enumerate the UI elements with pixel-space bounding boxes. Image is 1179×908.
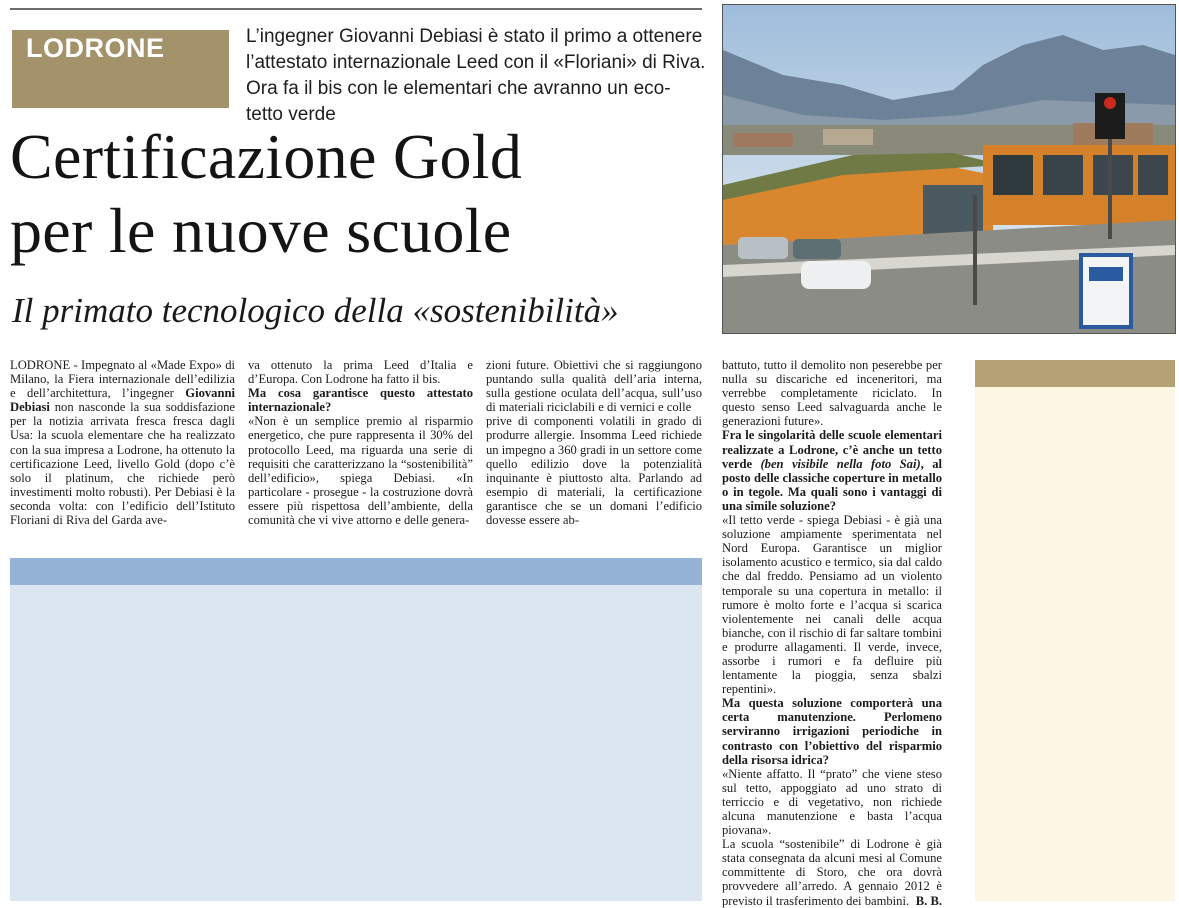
text-run: LODRONE - Impegnato al «Made Expo» di Milano, la Fiera internazionale dell’edilizia e dell’architettura, l’ingegner — [10, 358, 235, 401]
top-rule — [10, 8, 702, 10]
sidebar-box — [975, 360, 1175, 901]
sidebar-box-header-bar — [975, 360, 1175, 387]
paragraph: «Niente affatto. Il “prato” che viene steso sul tetto, appoggiato ad uno strato di terriccio e di vegetativo, non richiede alcuna manutenzione e basta l’acqua piovana». — [722, 766, 942, 838]
article-column-2 — [248, 358, 473, 527]
paragraph: «Non è un semplice premio al risparmio energetico, che pure rappresenta il 30% del protocollo Leed, ma riguarda una serie di requisiti che caratterizzano la “sostenibilità” dell’edificio», spiega Debiasi. «In particolare - prosegue - la costruzione dovrà essere più rispettosa dell’ambiente, della comunità che vi vive attorno e delle genera- — [248, 414, 473, 528]
section-label — [12, 30, 229, 108]
article-column-1 — [10, 358, 235, 527]
question-text: Ma cosa garantisce questo attestato internazionale? — [248, 386, 473, 415]
author-signature: B. B. — [915, 893, 942, 908]
headline-line-1: Certificazione Gold — [10, 121, 523, 192]
paragraph — [722, 837, 942, 907]
paragraph — [10, 358, 235, 527]
article-column-4 — [722, 358, 942, 908]
paragraph: zioni future. Obiettivi che si raggiungono puntando sulla qualità dell’aria interna, sulla gestione oculata dell’acqua, sull’uso di materiali riciclabili e di vernici e colle — [486, 358, 702, 415]
blue-box — [10, 558, 702, 901]
interview-question — [248, 386, 473, 414]
photo-reference: (ben visibile nella foto Sai) — [760, 456, 921, 471]
paragraph: battuto, tutto il demolito non peserebbe per nulla su discariche ed inceneritori, ma verrebbe completamente riciclato. In questo senso Leed salvaguarda anche le generazioni future». — [722, 358, 942, 429]
question-text: , al posto delle classiche coperture in metallo o in tegole. Ma quali sono i vantaggi di una simile soluzione? — [722, 456, 943, 513]
paragraph: va ottenuto la prima Leed d’Italia e d’Europa. Con Lodrone ha fatto il bis. — [248, 358, 473, 387]
text-run: La scuola “sostenibile” di Lodrone è già stata consegnata da alcuni mesi al Comune committente di Storo, che ora dovrà provvedere all’arredo. A gennaio 2012 è previsto il trasferimento dei bambini. — [722, 837, 942, 908]
article-column-3 — [486, 358, 702, 527]
text-run: non nasconde la sua soddisfazione per la notizia arrivata fresca fresca dagli Usa: la scuola elementare che ha realizzato con la sua impresa a Lodrone, ha ottenuto la certificazione Leed, livello Gold (dopo c’è solo il platinum, che richiede però investimenti molto robusti). Per Debiasi è la seconda volta: con l’edificio dell’Istituto Floriani di Riva del Garda ave- — [10, 400, 235, 528]
person-name: Giovanni Debiasi — [10, 386, 235, 415]
paragraph: «Il tetto verde - spiega Debiasi - è già una soluzione ampiamente sperimentata nel Nord Europa. Garantisce un miglior isolamento acustico e termico, sia dal caldo che dal freddo. Pensiamo ad un violento temporale su una copertura in metallo: il rumore è molto forte e l’acqua si scarica violentemente nei canali delle acqua bianche, con il rischio di far saltare tombini e produrre allagamenti. Il verde, invece, assorbe i rumori e fa defluire più lentamente la pioggia, senza sbalzi repentini». — [722, 513, 942, 697]
headline-line-2: per le nuove scuole — [10, 195, 512, 266]
photo-illustration — [723, 5, 1175, 333]
kicker: L’ingegner Giovanni Debiasi è stato il primo a ottenere l’attestato internazionale Leed con il «Floriani» di Riva. Ora fa il bis con le elementari che avranno un eco-tetto verde — [246, 26, 706, 125]
interview-question — [722, 696, 942, 766]
section-label-text: LODRONE — [26, 33, 165, 63]
paragraph: prive di componenti volatili in grado di produrre allergie. Insomma Leed richiede un impegno a 360 gradi in un settore come quello edilizio dove la potenzialità inquinante è piuttosto alta. Parlando ad esempio di materiali, la certificazione garantisce che se un domani l’edificio dovesse essere ab- — [486, 414, 702, 528]
blue-box-header-bar — [10, 558, 702, 585]
interview-question — [722, 428, 942, 513]
school-building-photo — [722, 4, 1176, 334]
question-text: Ma questa soluzione comporterà una certa manutenzione. Perlomeno serviranno irrigazioni periodiche in contrasto con l’obiettivo del risparmio della risorsa idrica? — [722, 696, 942, 767]
headline — [10, 120, 710, 268]
question-text: Fra le singolarità delle scuole elementari realizzate a Lodrone, c’è anche un tetto verde — [722, 428, 942, 471]
subheadline: Il primato tecnologico della «sostenibilità» — [12, 291, 619, 330]
